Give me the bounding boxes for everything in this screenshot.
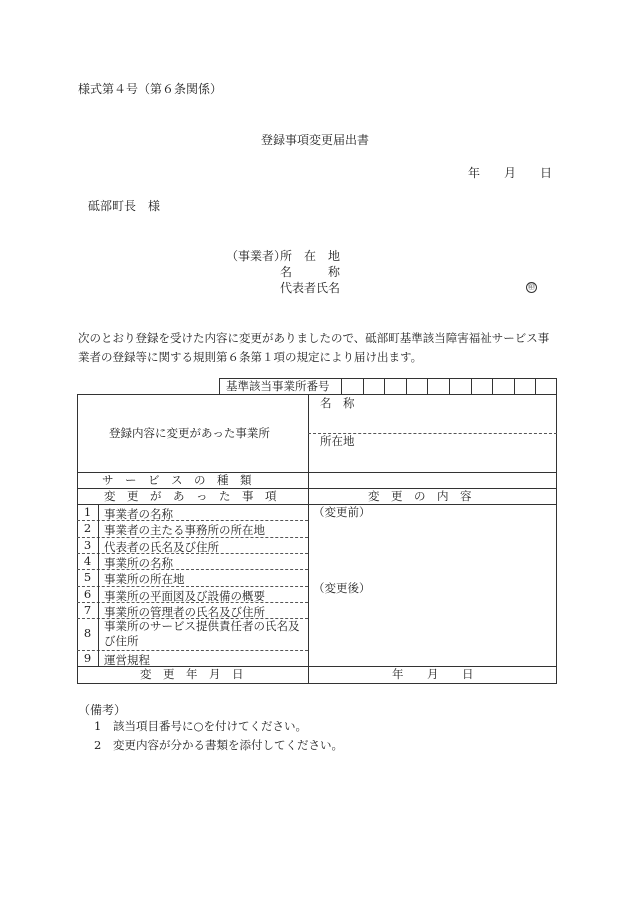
applicant-label: （事業者） <box>226 249 287 263</box>
changed-items-header: 変 更 が あ っ た 事 項 <box>104 489 277 503</box>
item-divider <box>77 602 308 603</box>
item-divider <box>77 586 308 587</box>
item-number: 9 <box>83 651 92 665</box>
change-content-header: 変 更 の 内 容 <box>368 489 472 503</box>
seal-mark: ㊞ <box>528 283 535 291</box>
office-number-digit-cell[interactable] <box>535 378 536 395</box>
item-label: 事業所の平面図及び設備の概要 <box>104 589 265 603</box>
office-number-digit-cell[interactable] <box>406 378 407 395</box>
body-text: 次のとおり登録を受けた内容に変更がありましたので、砥部町基準該当障害福祉サービス事業者の登録等に関する規則第６条第１項の規定により届け出ます。 <box>78 331 550 364</box>
item-number: 6 <box>83 587 92 601</box>
item-label: 運営規程 <box>104 653 150 667</box>
form-number: 様式第４号（第６条関係） <box>78 82 223 96</box>
office-number-digit-cell[interactable] <box>384 378 385 395</box>
item-number-divider <box>98 504 99 666</box>
item-number: 4 <box>83 554 92 568</box>
addressee: 砥部町長 様 <box>88 199 161 213</box>
office-name-label: 名 称 <box>320 396 355 410</box>
notes-title: （備考） <box>78 703 127 717</box>
item-label: 事業所の所在地 <box>104 572 185 586</box>
office-number-digit-cell[interactable] <box>363 378 364 395</box>
date-day-label: 日 <box>540 166 553 180</box>
note-number: 1 <box>94 719 102 733</box>
item-label: 代表者の氏名及び住所 <box>104 540 219 554</box>
office-address-label: 所在地 <box>320 434 355 448</box>
note-number: 2 <box>94 738 102 752</box>
item-divider <box>77 537 308 538</box>
representative-name-label: 代表者氏名 <box>280 281 341 295</box>
item-divider <box>77 569 308 570</box>
item-number: 1 <box>83 505 92 519</box>
change-date-label: 変 更 年 月 日 <box>140 667 244 681</box>
applicant-name-label: 名 称 <box>280 265 341 279</box>
date-year-label: 年 <box>468 166 481 180</box>
item-number: 8 <box>83 626 92 640</box>
note-text: 該当項目番号に○を付けてください。 <box>113 719 308 733</box>
date-month-label: 月 <box>504 166 517 180</box>
item-label: 事業者の名称 <box>104 507 173 521</box>
office-number-digit-cell[interactable] <box>471 378 472 395</box>
office-number-digit-cell[interactable] <box>341 378 342 395</box>
before-change-label: （変更前） <box>313 505 371 519</box>
item-divider <box>77 553 308 554</box>
item-label: 事業所のサービス提供責任者の氏名及び住所 <box>104 619 300 648</box>
item-number: 7 <box>83 603 92 617</box>
applicant-address-label: 所 在 地 <box>280 249 341 263</box>
item-label: 事業者の主たる事務所の所在地 <box>104 523 265 537</box>
item-number: 5 <box>83 570 92 584</box>
item-number: 2 <box>83 521 92 535</box>
office-number-digit-cell[interactable] <box>427 378 428 395</box>
item-divider <box>77 650 308 651</box>
document-title: 登録事項変更届出書 <box>260 133 369 147</box>
item-divider <box>77 520 308 521</box>
item-label: 事業所の名称 <box>104 556 173 570</box>
item-number: 3 <box>83 538 92 552</box>
table-column-divider <box>308 394 309 684</box>
change-date-month-label: 月 <box>427 667 439 681</box>
office-number-digit-cell[interactable] <box>449 378 450 395</box>
change-date-day-label: 日 <box>462 667 474 681</box>
office-number-label: 基準該当事業所番号 <box>226 379 330 393</box>
change-date-year-label: 年 <box>392 667 404 681</box>
office-number-digit-cell[interactable] <box>492 378 493 395</box>
note-text: 変更内容が分かる書類を添付してください。 <box>113 738 343 752</box>
item-label: 事業所の管理者の氏名及び住所 <box>104 605 265 619</box>
after-change-label: （変更後） <box>313 581 371 595</box>
office-number-digit-cell[interactable] <box>514 378 515 395</box>
changed-office-label: 登録内容に変更があった事業所 <box>109 426 270 440</box>
service-type-label: サ ー ビ ス の 種 類 <box>102 473 252 487</box>
